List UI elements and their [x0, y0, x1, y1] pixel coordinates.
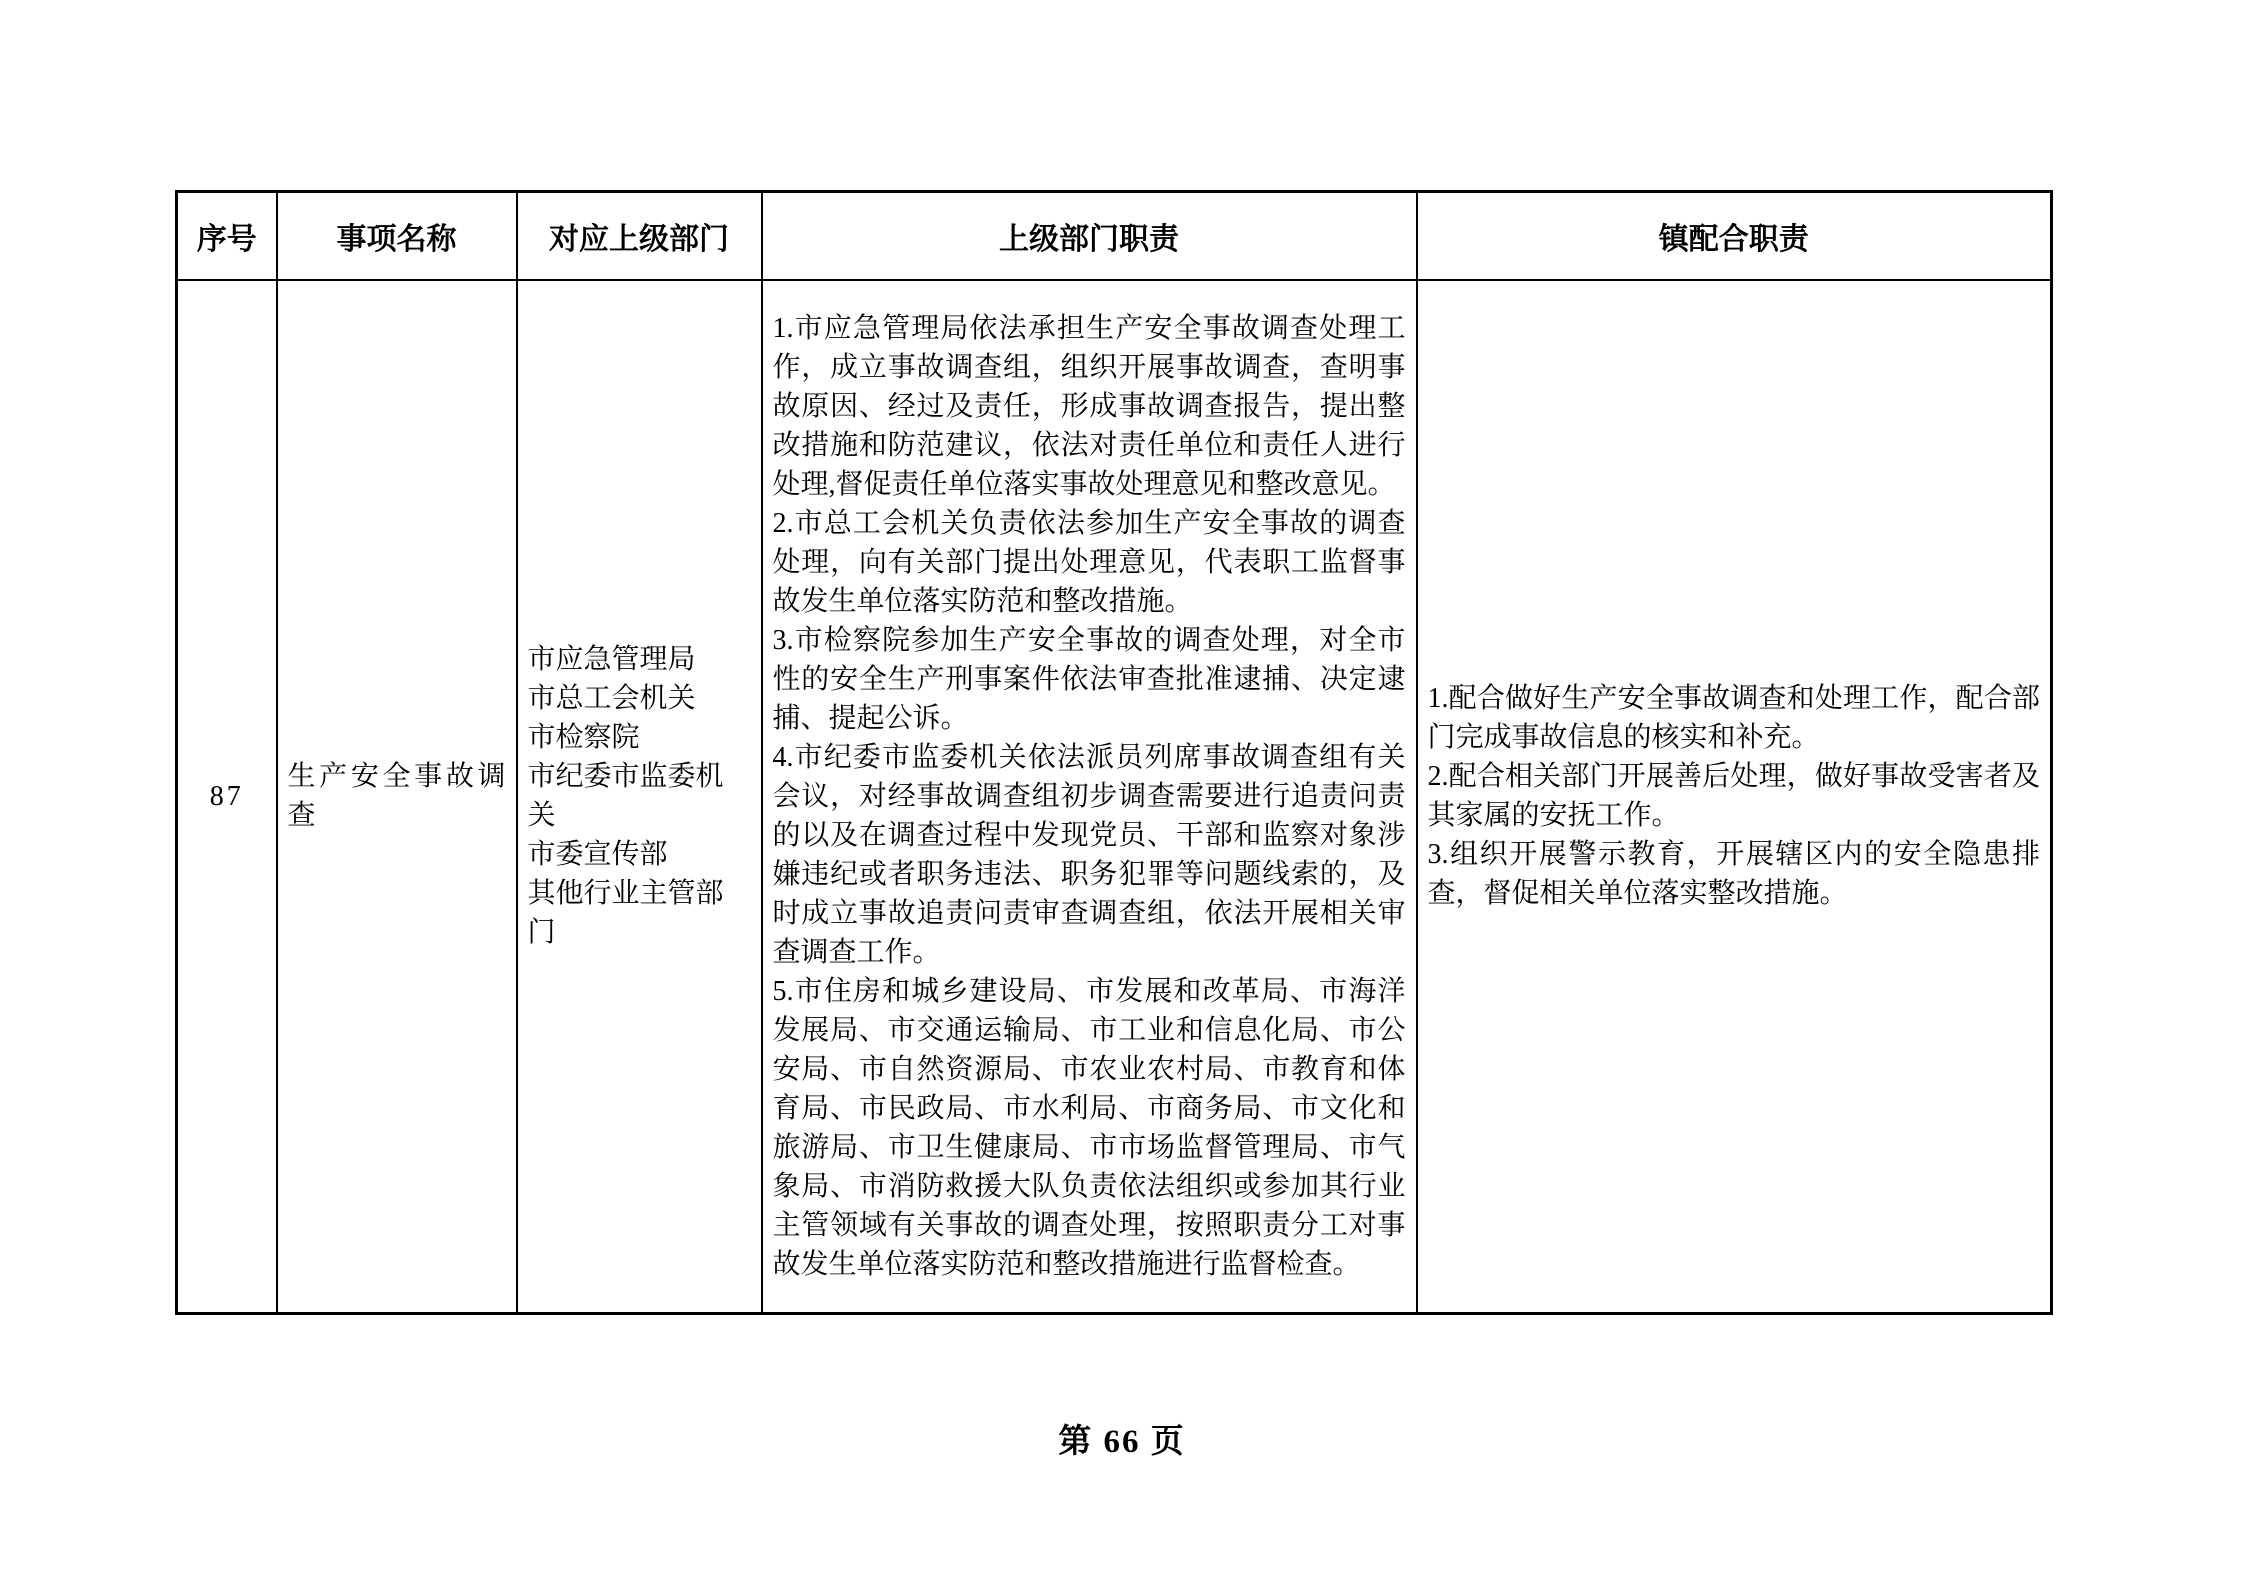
cell-town-duties: [1417, 280, 2052, 1314]
superior-duty-paragraph: 4.市纪委市监委机关依法派员列席事故调查组有关会议，对经事故调查组初步调查需要进行追责问责的以及在调查过程中发现党员、干部和监察对象涉嫌违纪或者职务违法、职务犯罪等问题线索的，及时成立事故追责问责审查调查组，依法开展相关审查调查工作。: [772, 741, 1406, 968]
superior-duty-paragraph: 1.市应急管理局依法承担生产安全事故调查处理工作，成立事故调查组，组织开展事故调查，查明事故原因、经过及责任，形成事故调查报告，提出整改措施和防范建议，依法对责任单位和责任人进行处理,督促责任单位落实事故处理意见和整改意见。: [772, 312, 1406, 500]
superior-duty-paragraph: 3.市检察院参加生产安全事故的调查处理，对全市性的安全生产刑事案件依法审查批准逮捕、决定逮捕、提起公诉。: [772, 624, 1406, 734]
page-number: 第 66 页: [1058, 1424, 1186, 1460]
superior-duty-paragraph: 2.市总工会机关负责依法参加生产安全事故的调查处理，向有关部门提出处理意见，代表职工监督事故发生单位落实防范和整改措施。: [772, 507, 1406, 617]
responsibility-table: [175, 190, 2053, 1315]
header-serial: 序号: [177, 192, 277, 280]
header-row: [177, 192, 2052, 280]
header-superior-department: 对应上级部门: [517, 192, 762, 280]
department-line: 市总工会机关: [527, 683, 696, 715]
department-line: 市检察院: [527, 722, 640, 754]
superior-duty-paragraph: 5.市住房和城乡建设局、市发展和改革局、市海洋发展局、市交通运输局、市工业和信息化局、市公安局、市自然资源局、市农业农村局、市教育和体育局、市民政局、市水利局、市商务局、市文化和旅游局、市卫生健康局、市市场监督管理局、市气象局、市消防救援大队负责依法组织或参加其行业主管领域有关事故的调查处理，按照职责分工对事故发生单位落实防范和整改措施进行监督检查。: [772, 975, 1406, 1280]
department-line: 市应急管理局: [527, 644, 696, 676]
town-duty-paragraph: 1.配合做好生产安全事故调查和处理工作，配合部门完成事故信息的核实和补充。: [1427, 683, 2040, 754]
department-line: 市纪委市监委机关: [527, 761, 724, 832]
cell-serial-number: 87: [177, 280, 277, 1314]
town-duty-paragraph: 2.配合相关部门开展善后处理，做好事故受害者及其家属的安抚工作。: [1427, 761, 2040, 832]
cell-item-name: 生产安全事故调查: [277, 280, 517, 1314]
table-row: [177, 280, 2052, 1314]
department-line: 其他行业主管部门: [527, 878, 724, 949]
cell-superior-departments: [517, 280, 762, 1314]
header-town-duties: 镇配合职责: [1417, 192, 2052, 280]
department-line: 市委宣传部: [527, 839, 668, 871]
header-superior-duties: 上级部门职责: [762, 192, 1417, 280]
header-item-name: 事项名称: [277, 192, 517, 280]
town-duty-paragraph: 3.组织开展警示教育，开展辖区内的安全隐患排查，督促相关单位落实整改措施。: [1427, 839, 2040, 910]
cell-superior-duties: [762, 280, 1417, 1314]
